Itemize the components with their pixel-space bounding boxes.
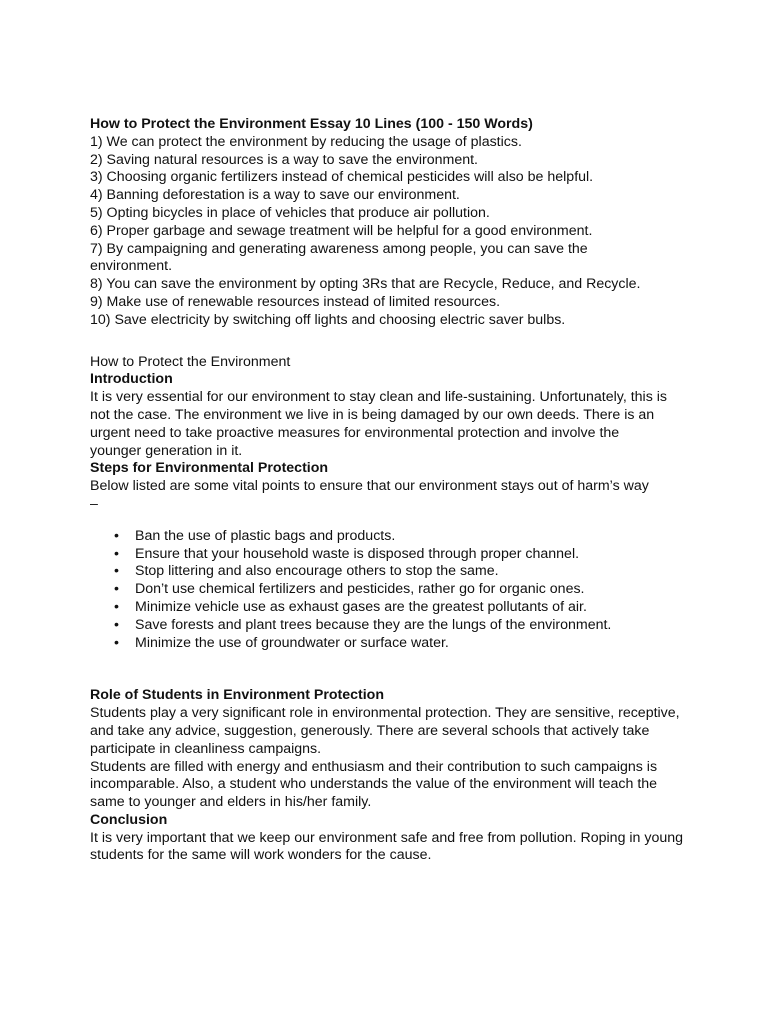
spacer — [90, 514, 690, 528]
essay-10-lines-list — [90, 134, 690, 330]
list-item — [90, 528, 690, 546]
step-text: Minimize vehicle use as exhaust gases are the greatest pollutants of air. — [135, 598, 587, 615]
essay-line-9: 9) Make use of renewable resources instead of limited resources. — [90, 293, 501, 310]
introduction-text: It is very essential for our environment to stay clean and life-sustaining. Unfortunately, this is not the case. The environment we live in is being damaged by our own deeds. There is an urgent need to take proactive measures for environmental protection and involve the younger generation in it. — [90, 389, 667, 459]
essay-line-8: 8) You can save the environment by opting 3Rs that are Recycle, Reduce, and Recycle. — [90, 276, 641, 293]
spacer — [90, 330, 690, 354]
essay-line-1: 1) We can protect the environment by reducing the usage of plastics. — [90, 133, 522, 150]
list-item — [90, 599, 690, 617]
students-text-1: Students play a very significant role in environmental protection. They are sensitive, receptive, and take any advice, suggestion, generously. There are several schools that actively take participate in cleanliness campaigns. — [90, 705, 680, 757]
bullet-icon: • — [114, 634, 119, 651]
document-page — [90, 116, 690, 865]
conclusion-heading: Conclusion — [90, 811, 168, 828]
list-item — [90, 546, 690, 564]
bullet-icon: • — [114, 598, 119, 615]
essay-10-lines-heading: How to Protect the Environment Essay 10 Lines (100 - 150 Words) — [90, 116, 533, 132]
essay-line-5: 5) Opting bicycles in place of vehicles that produce air pollution. — [90, 204, 490, 221]
bullet-icon: • — [114, 563, 119, 580]
list-item — [90, 617, 690, 635]
introduction-heading: Introduction — [90, 371, 173, 388]
step-text: Stop littering and also encourage others to stop the same. — [135, 563, 499, 580]
essay-line-3: 3) Choosing organic fertilizers instead of chemical pesticides will also be helpful. — [90, 169, 594, 186]
steps-heading: Steps for Environmental Protection — [90, 460, 329, 477]
essay-line-4: 4) Banning deforestation is a way to save our environment. — [90, 187, 460, 204]
steps-intro-text: Below listed are some vital points to ensure that our environment stays out of harm’s way – — [90, 478, 649, 512]
bullet-icon: • — [114, 545, 119, 562]
step-text: Save forests and plant trees because they are the lungs of the environment. — [135, 616, 612, 633]
students-text-2: Students are filled with energy and enthusiasm and their contribution to such campaigns is incomparable. Also, a student who understands the value of the environment will teach the same to younger and elders in his/her family. — [90, 758, 658, 811]
step-text: Ensure that your household waste is disposed through proper channel. — [135, 545, 580, 562]
list-item — [90, 581, 690, 599]
list-item — [90, 635, 690, 653]
conclusion-text: It is very important that we keep our environment safe and free from pollution. Roping in young students for the same will work wonders for the cause. — [90, 829, 684, 864]
essay-title: How to Protect the Environment — [90, 353, 291, 370]
bullet-icon: • — [114, 581, 119, 598]
essay-line-10: 10) Save electricity by switching off lights and choosing electric saver bulbs. — [90, 311, 566, 328]
step-text: Ban the use of plastic bags and products. — [135, 527, 396, 544]
steps-list — [90, 528, 690, 653]
step-text: Minimize the use of groundwater or surface water. — [135, 634, 449, 651]
students-heading: Role of Students in Environment Protection — [90, 687, 385, 704]
essay-line-7: 7) By campaigning and generating awareness among people, you can save the environment. — [90, 240, 588, 275]
list-item — [90, 563, 690, 581]
spacer — [90, 652, 690, 687]
step-text: Don’t use chemical fertilizers and pesticides, rather go for organic ones. — [135, 581, 585, 598]
essay-line-6: 6) Proper garbage and sewage treatment will be helpful for a good environment. — [90, 222, 593, 239]
essay-line-2: 2) Saving natural resources is a way to save the environment. — [90, 151, 478, 168]
bullet-icon: • — [114, 527, 119, 544]
bullet-icon: • — [114, 616, 119, 633]
